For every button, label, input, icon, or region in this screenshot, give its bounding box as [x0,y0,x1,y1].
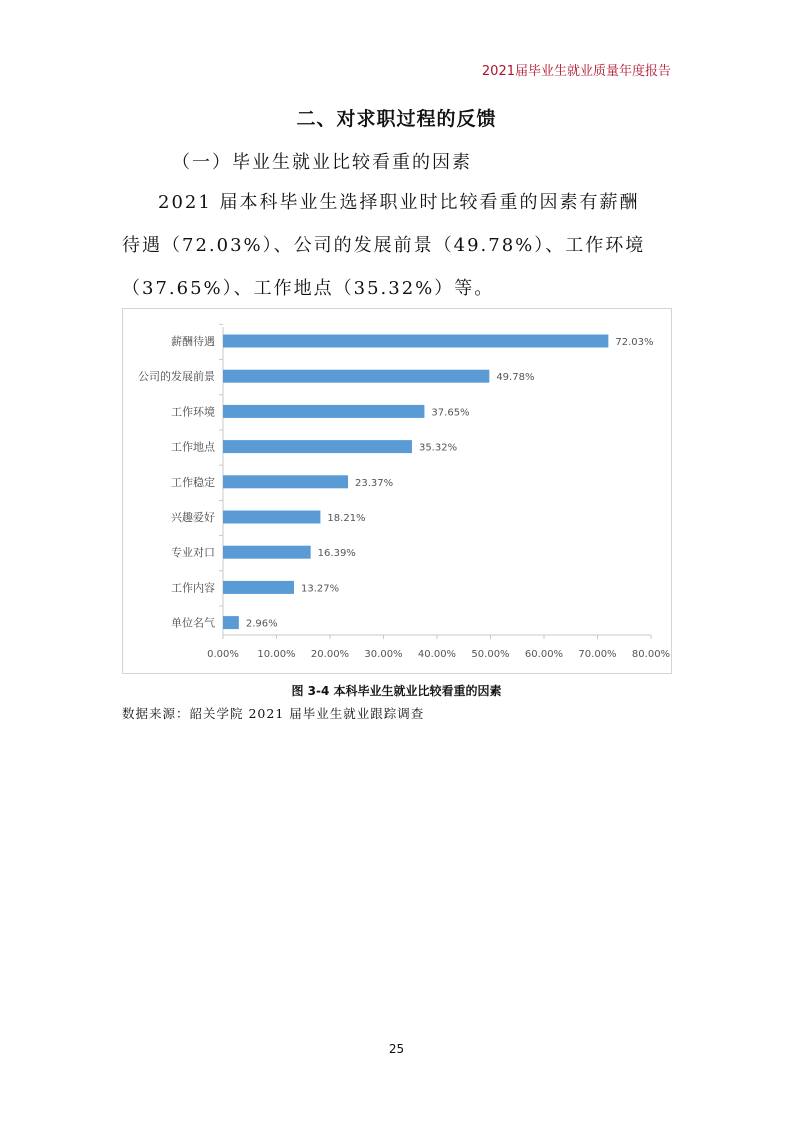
x-tick-label: 50.00% [471,649,510,660]
x-tick-label: 40.00% [417,649,457,660]
bar [223,335,608,348]
bar-value-label: 2.96% [245,618,278,630]
bar [223,616,239,629]
section-title: 二、对求职过程的反馈 [296,108,497,130]
report-header-title: 2021届毕业生就业质量年度报告 [481,64,671,79]
category-label: 兴趣爱好 [171,511,215,524]
paragraph-line-2: 待遇（72.03%）、公司的发展前景（49.78%）、工作环境 [122,235,646,256]
bar-value-label: 16.39% [317,548,356,560]
bar-value-label: 18.21% [327,513,366,524]
bar-value-label: 37.65% [431,407,470,419]
x-tick-label: 70.00% [578,649,617,660]
bar [223,475,348,488]
category-label: 专业对口 [171,546,215,560]
paragraph-line-1: 2021 届本科毕业生选择职业时比较看重的因素有薪酬 [158,192,640,213]
page-number: 25 [388,1042,405,1056]
x-tick-label: 10.00% [257,649,296,660]
x-tick-label: 20.00% [310,649,350,660]
bar [223,405,424,418]
x-tick-label: 80.00% [631,649,671,660]
category-label: 工作地点 [171,440,215,454]
bar-chart [122,308,672,674]
bar-value-label: 23.37% [355,477,394,489]
x-tick-label: 0.00% [207,649,239,660]
bar [223,440,412,453]
bar [223,546,311,559]
bar-value-label: 13.27% [300,583,340,595]
x-tick-label: 60.00% [524,649,564,660]
category-label: 工作稳定 [171,475,215,489]
data-source-note: 数据来源：韶关学院 2021 届毕业生就业跟踪调查 [122,706,425,721]
category-label: 公司的发展前景 [138,370,215,384]
bar [223,370,489,383]
category-label: 单位名气 [171,616,215,630]
figure-caption: 图 3-4 本科毕业生就业比较看重的因素 [291,684,502,698]
paragraph-line-3: （37.65%）、工作地点（35.32%）等。 [122,278,495,299]
bar-chart-svg [123,309,673,675]
subsection-title: （一）毕业生就业比较看重的因素 [172,152,472,173]
category-label: 工作环境 [171,405,215,419]
category-label: 工作内容 [171,581,215,595]
bar [223,511,320,524]
bar-value-label: 72.03% [615,337,654,348]
x-tick-label: 30.00% [364,649,403,660]
category-label: 薪酬待遇 [171,335,215,348]
bar-value-label: 49.78% [496,372,535,384]
bar-value-label: 35.32% [418,442,458,454]
bar [223,581,294,594]
